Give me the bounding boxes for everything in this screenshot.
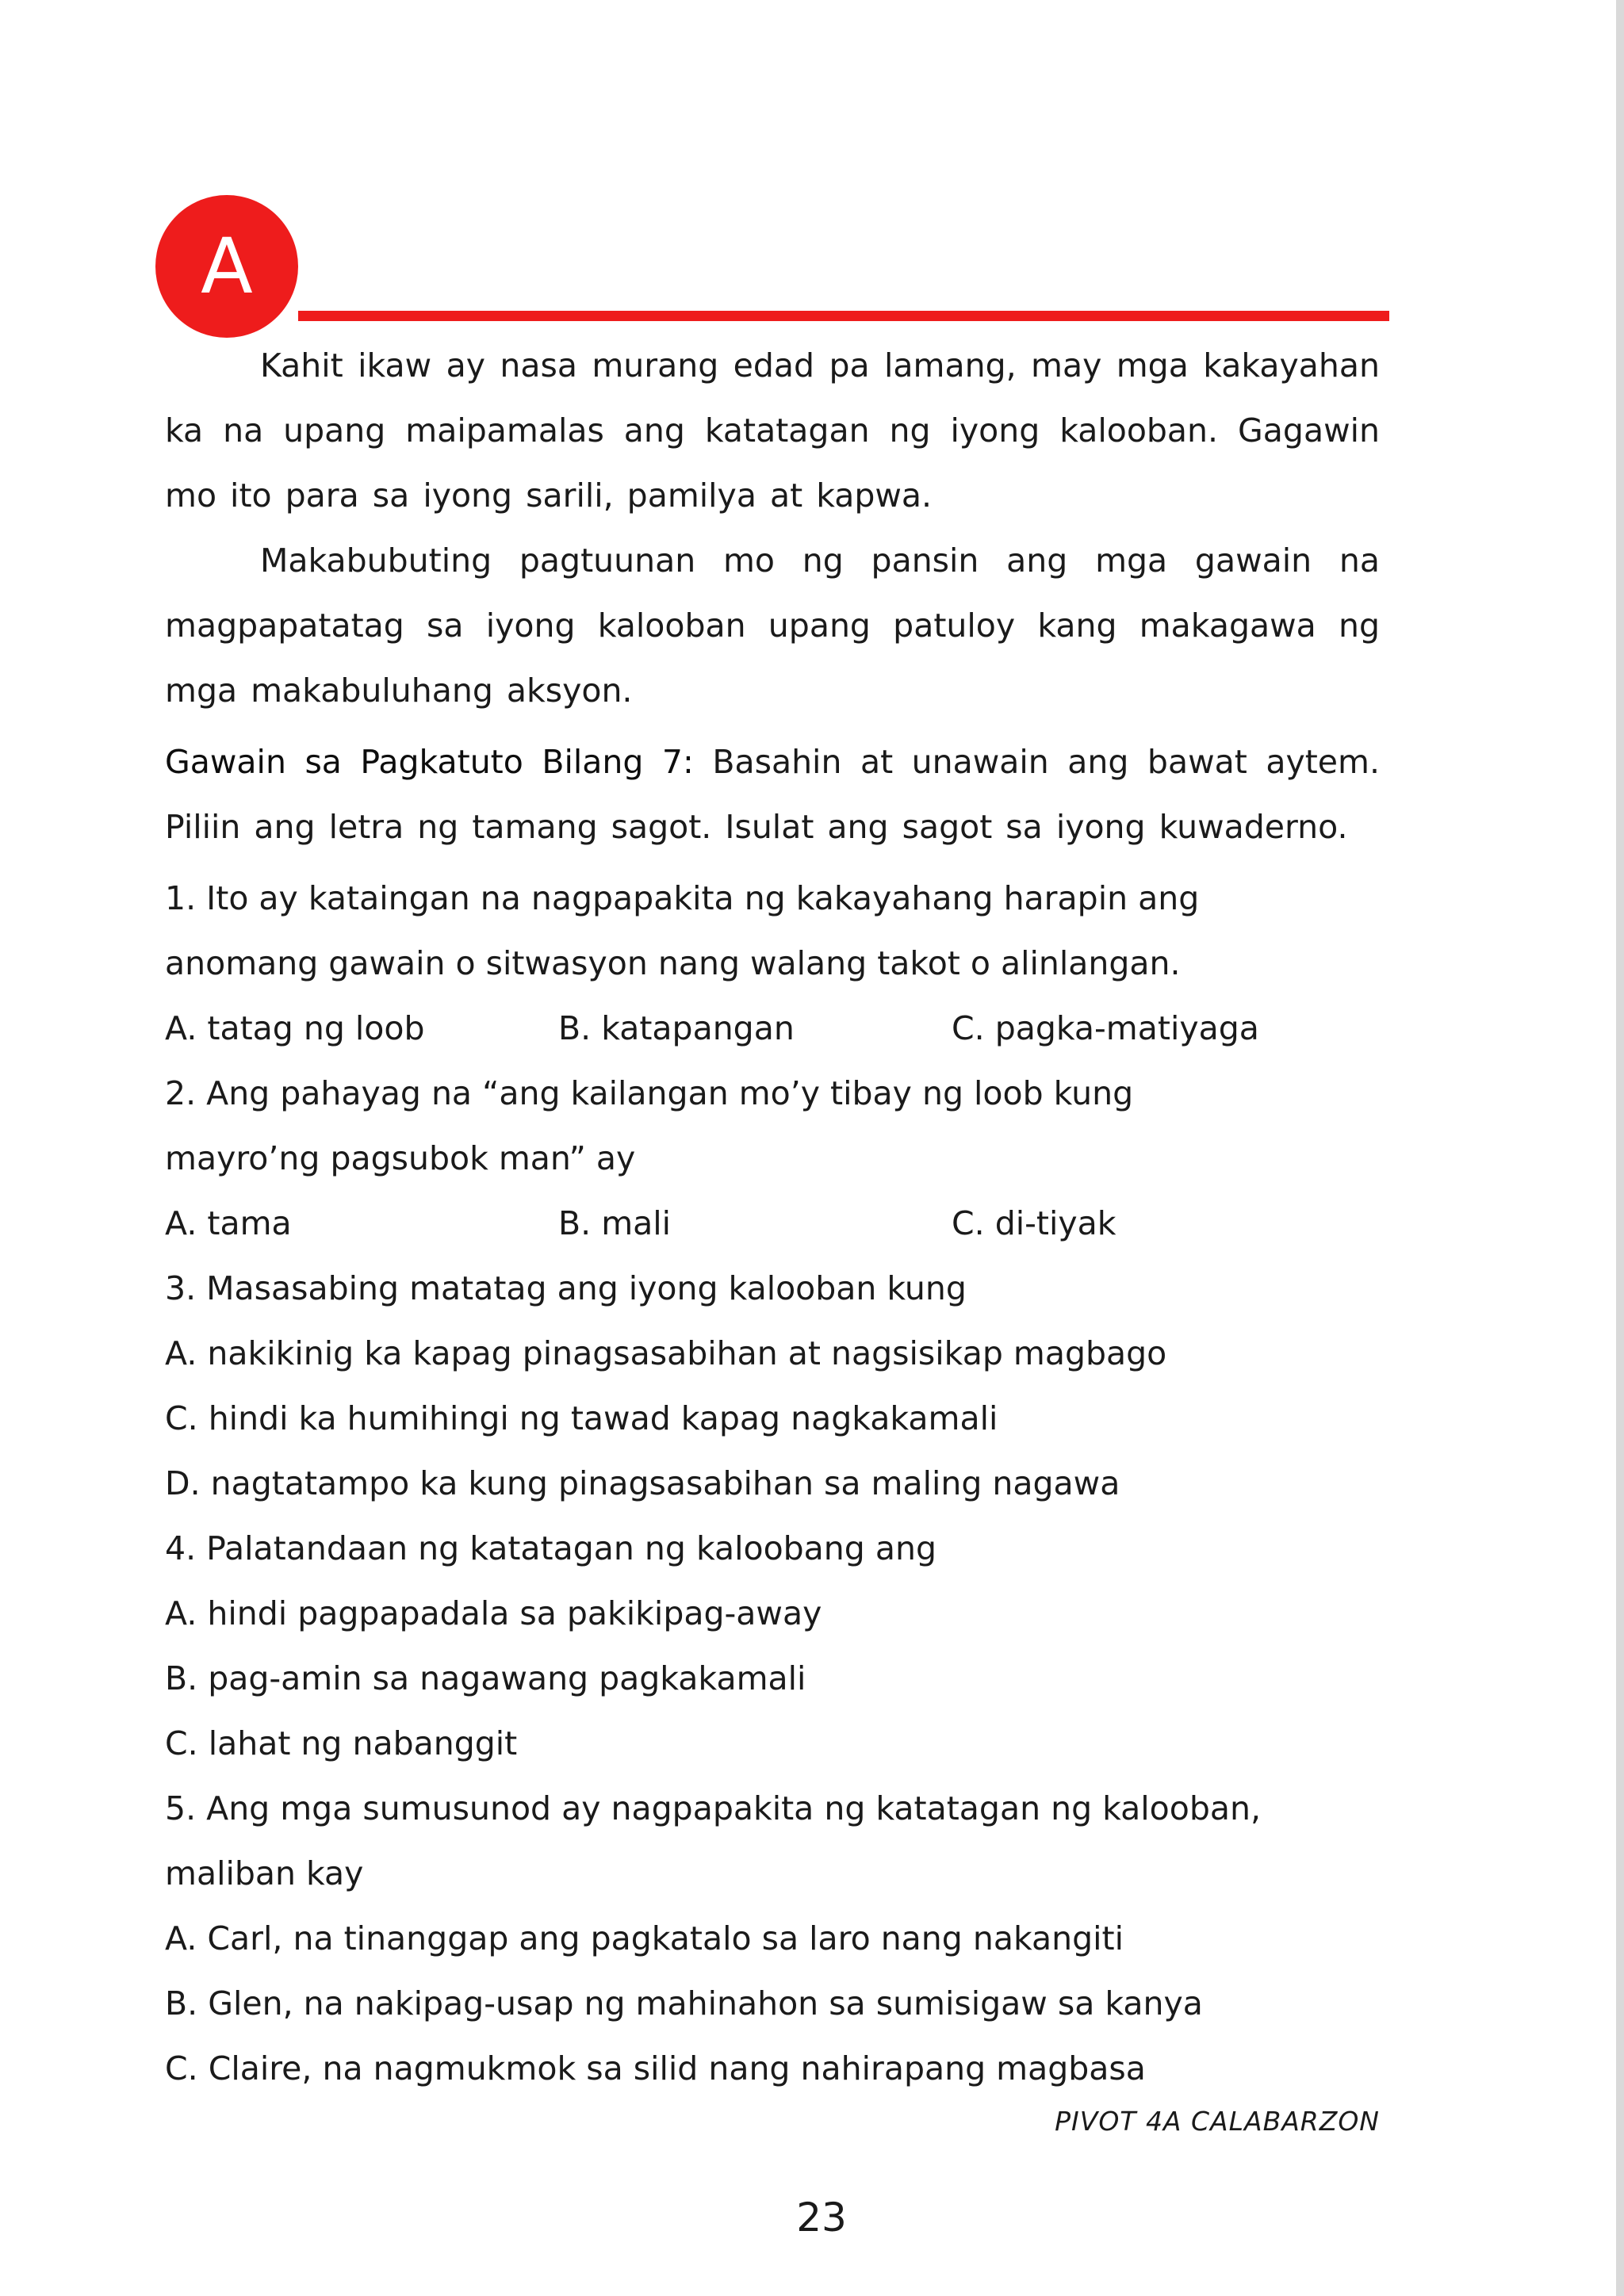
- question-4-option-b: B. pag-amin sa nagawang pagkakamali: [165, 1659, 806, 1697]
- question-4-option-a: A. hindi pagpapadala sa pakikipag-away: [165, 1594, 822, 1632]
- question-3: [165, 1256, 1380, 1516]
- section-letter-badge: A: [155, 195, 298, 338]
- question-1-choices: [165, 996, 1380, 1061]
- question-3-line-1: 3. Masasabing matatag ang iyong kalooban kung: [165, 1269, 967, 1307]
- question-1-choice-c: C. pagka-matiyaga: [952, 1009, 1259, 1047]
- question-5: [165, 1776, 1380, 2101]
- question-2: [165, 1061, 1380, 1256]
- question-5-option-b: B. Glen, na nakipag-usap ng mahinahon sa sumisigaw sa kanya: [165, 1984, 1203, 2022]
- question-4-option-c: C. lahat ng nabanggit: [165, 1724, 518, 1762]
- question-2-choice-b: B. mali: [558, 1204, 672, 1242]
- question-2-choice-a: A. tama: [165, 1204, 292, 1242]
- question-5-line-2: maliban kay: [165, 1854, 364, 1892]
- intro-paragraph-2: Makabubuting pagtuunan mo ng pansin ang mga gawain na magpapatatag sa iyong kalooban upang patuloy kang makagawa ng mga makabuluhang aksyon.: [165, 541, 1380, 710]
- activity-title: Gawain sa Pagkatuto Bilang 7:: [165, 743, 694, 781]
- question-2-line-2: mayro’ng pagsubok man” ay: [165, 1139, 636, 1177]
- source-credit: PIVOT 4A CALABARZON: [1055, 2106, 1380, 2137]
- question-1: [165, 866, 1380, 1061]
- page-content: [165, 333, 1380, 2101]
- activity-instruction-text: Basahin at unawain ang bawat aytem. Piliin ang letra ng tamang sagot. Isulat ang sagot sa iyong kuwaderno.: [165, 743, 1380, 846]
- question-3-option-c: C. hindi ka humihingi ng tawad kapag nagkakamali: [165, 1399, 998, 1437]
- question-3-option-a: A. nakikinig ka kapag pinagsasabihan at nagsisikap magbago: [165, 1334, 1167, 1372]
- question-5-option-c: C. Claire, na nagmukmok sa silid nang nahirapang magbasa: [165, 2049, 1146, 2087]
- question-1-line-2: anomang gawain o sitwasyon nang walang takot o alinlangan.: [165, 944, 1181, 982]
- question-2-choice-c: C. di-tiyak: [952, 1204, 1116, 1242]
- question-1-choice-b: B. katapangan: [558, 1009, 795, 1047]
- question-3-option-d: D. nagtatampo ka kung pinagsasabihan sa maling nagawa: [165, 1464, 1120, 1502]
- question-1-choice-a: A. tatag ng loob: [165, 1009, 425, 1047]
- question-1-line-1: 1. Ito ay kataingan na nagpapakita ng kakayahang harapin ang: [165, 879, 1200, 917]
- question-4-line-1: 4. Palatandaan ng katatagan ng kaloobang ang: [165, 1529, 936, 1567]
- page-edge: [1616, 0, 1624, 2296]
- intro-paragraph-1: Kahit ikaw ay nasa murang edad pa lamang, may mga kakayahan ka na upang maipamalas ang katatagan ng iyong kalooban. Gagawin mo ito para sa iyong sarili, pamilya at kapwa.: [165, 346, 1380, 515]
- question-5-line-1: 5. Ang mga sumusunod ay nagpapakita ng katatagan ng kalooban,: [165, 1789, 1262, 1827]
- section-divider-line: [298, 311, 1389, 321]
- question-5-option-a: A. Carl, na tinanggap ang pagkatalo sa laro nang nakangiti: [165, 1919, 1124, 1957]
- page-number: 23: [796, 2195, 847, 2241]
- activity-instructions: [165, 729, 1380, 859]
- question-4: [165, 1516, 1380, 1776]
- question-2-line-1: 2. Ang pahayag na “ang kailangan mo’y tibay ng loob kung: [165, 1074, 1134, 1112]
- question-2-choices: [165, 1191, 1380, 1256]
